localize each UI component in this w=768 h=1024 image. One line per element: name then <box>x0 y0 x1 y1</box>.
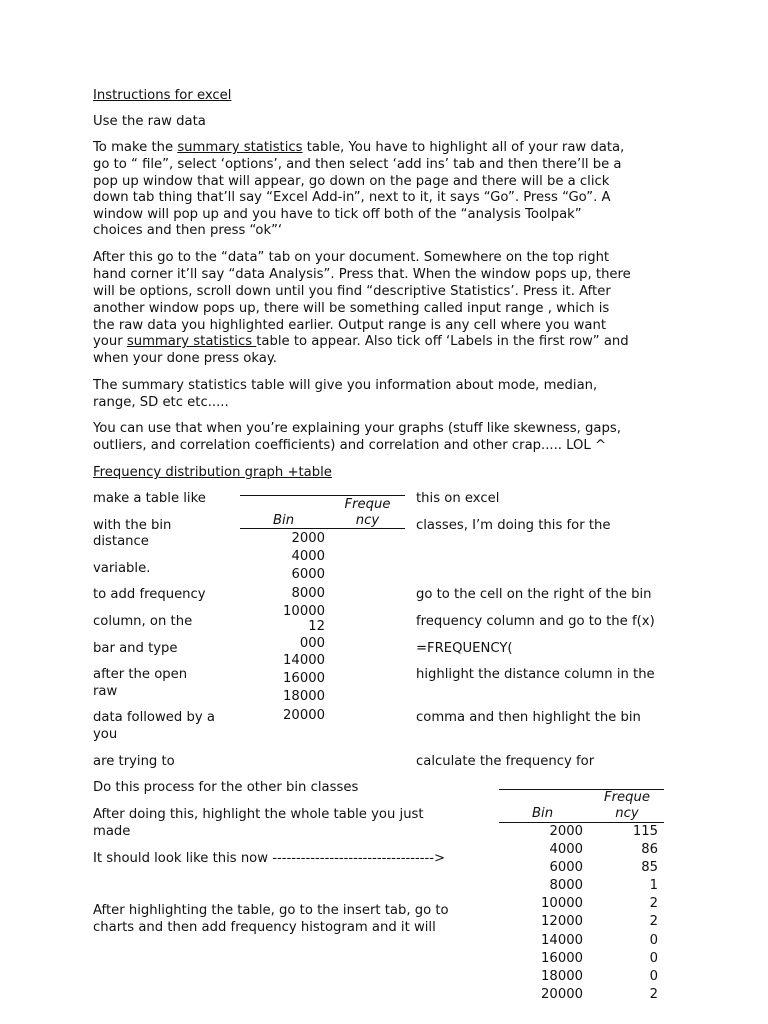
p4-line-2: outliers, and correlation coefficients) and correlation and other crap..... LOL ^ <box>93 438 607 453</box>
table1-bin-cell: 10000 <box>283 604 325 619</box>
table2-bin-cell: 8000 <box>549 878 583 893</box>
p1-text-a: To make the <box>93 140 178 155</box>
left-col-line: data followed by a <box>93 710 215 725</box>
right-col-line: go to the cell on the right of the bin <box>416 587 652 602</box>
p1-text-b: table, You have to highlight all of your raw data, <box>302 140 625 155</box>
table1-bin-cell: 20000 <box>283 708 325 723</box>
p2-line-1: After this go to the “data” tab on your document. Somewhere on the top right <box>93 250 610 265</box>
table2-bin-cell: 12000 <box>541 914 583 929</box>
table2-bin-cell: 14000 <box>541 933 583 948</box>
p2-line-3: will be options, scroll down until you find “descriptive Statistics’. Press it. After <box>93 284 611 299</box>
table2-bin-cell: 2000 <box>549 824 583 839</box>
p3-line-1: The summary statistics table will give you information about mode, median, <box>93 378 598 393</box>
table2-freq-cell: 0 <box>649 969 658 984</box>
p1-line-2: go to “ file”, select ‘options’, and then select ‘add ins’ tab and then there’ll be a <box>93 157 622 172</box>
table1-bin-cell: 4000 <box>291 549 325 564</box>
right-col-line: this on excel <box>416 491 500 506</box>
table1-freq-header: Freque <box>344 497 391 512</box>
table1-bin-cell: 16000 <box>283 671 325 686</box>
table1-bin-cell: 18000 <box>283 689 325 704</box>
table1-header-rule <box>240 528 405 529</box>
table2-freq-cell: 0 <box>649 933 658 948</box>
table2-freq-header: Freque <box>604 790 650 805</box>
bottom-line: Do this process for the other bin classes <box>93 780 359 795</box>
table2-freq-cell: 2 <box>649 987 658 1002</box>
p2-line-5: the raw data you highlighted earlier. Output range is any cell where you want <box>93 318 607 333</box>
left-col-line: to add frequency <box>93 587 206 602</box>
bottom-line: It should look like this now ----------------------------------> <box>93 851 446 866</box>
p4-line-1: You can use that when you’re explaining your graphs (stuff like skewness, gaps, <box>93 421 621 436</box>
table2-bin-cell: 18000 <box>541 969 583 984</box>
left-col-line: with the bin <box>93 518 172 533</box>
p2-line-7: when your done press okay. <box>93 351 277 366</box>
p1-line-1 <box>93 139 624 156</box>
table1-bin-cell: 12 <box>308 619 325 634</box>
bottom-line: After highlighting the table, go to the insert tab, go to <box>93 903 449 918</box>
bottom-line: charts and then add frequency histogram and it will <box>93 920 436 935</box>
bottom-line: After doing this, highlight the whole table you just <box>93 807 424 822</box>
p2-line-6 <box>93 333 629 350</box>
table2-freq-cell: 115 <box>632 824 658 839</box>
table2-bin-cell: 4000 <box>549 842 583 857</box>
table1-bin-cell: 8000 <box>291 586 325 601</box>
left-col-line: bar and type <box>93 641 178 656</box>
table1-bin-cell: 14000 <box>283 653 325 668</box>
table2-freq-cell: 2 <box>649 896 658 911</box>
left-col-line: raw <box>93 684 118 699</box>
right-col-line: frequency column and go to the f(x) <box>416 614 655 629</box>
left-col-line: variable. <box>93 561 151 576</box>
p2-text-a: your <box>93 334 127 349</box>
table1-bin-cell: 000 <box>299 636 325 651</box>
right-col-line: =FREQUENCY( <box>416 641 513 656</box>
p1-line-6: choices and then press “ok”‘ <box>93 223 283 238</box>
left-col-line: column, on the <box>93 614 193 629</box>
table2-freq-cell: 2 <box>649 914 658 929</box>
table2-bin-header: Bin <box>532 806 554 821</box>
table2-bin-cell: 6000 <box>549 860 583 875</box>
doc-title: Instructions for excel <box>93 88 232 103</box>
table2-freq-cell: 0 <box>649 951 658 966</box>
p2-line-4: another window pops up, there will be something called input range , which is <box>93 301 610 316</box>
p1-line-4: down tab thing that’ll say “Excel Add-in”, next to it, it says “Go”. Press “Go”. A <box>93 190 611 205</box>
left-col-line: after the open <box>93 667 188 682</box>
right-col-line: classes, I’m doing this for the <box>416 518 611 533</box>
table1-bin-header: Bin <box>273 513 295 528</box>
table2-freq-cell: 1 <box>649 878 658 893</box>
right-col-line: comma and then highlight the bin <box>416 710 641 725</box>
left-col-line: make a table like <box>93 491 206 506</box>
raw-data-line: Use the raw data <box>93 114 206 129</box>
p1-line-3: pop up window that will appear, go down on the page and there will be a click <box>93 174 610 189</box>
left-col-line: are trying to <box>93 754 175 769</box>
right-col-line: calculate the frequency for <box>416 754 595 769</box>
table2-bin-cell: 16000 <box>541 951 583 966</box>
table2-freq-cell: 85 <box>641 860 658 875</box>
bottom-line: made <box>93 824 131 839</box>
summary-statistics-term: summary statistics <box>177 140 303 155</box>
table2-freq-cell: 86 <box>641 842 658 857</box>
frequency-heading: Frequency distribution graph +table <box>93 465 332 480</box>
p2-text-b: table to appear. Also tick off ‘Labels in the first row” and <box>256 334 629 349</box>
table1-bin-cell: 6000 <box>291 567 325 582</box>
table1-freq-header: ncy <box>355 513 380 528</box>
left-col-line: you <box>93 727 118 742</box>
left-col-line: distance <box>93 534 149 549</box>
summary-statistics-term: summary statistics <box>126 334 257 349</box>
right-col-line: highlight the distance column in the <box>416 667 655 682</box>
table2-bin-cell: 20000 <box>541 987 583 1002</box>
table2-freq-header: ncy <box>615 806 639 821</box>
p3-line-2: range, SD etc etc..... <box>93 395 229 410</box>
table2-bin-cell: 10000 <box>541 896 583 911</box>
p1-line-5: window will pop up and you have to tick off both of the “analysis Toolpak” <box>93 207 582 222</box>
table1-bin-cell: 2000 <box>291 531 325 546</box>
p2-line-2: hand corner it’ll say “data Analysis”. Press that. When the window pops up, there <box>93 267 631 282</box>
